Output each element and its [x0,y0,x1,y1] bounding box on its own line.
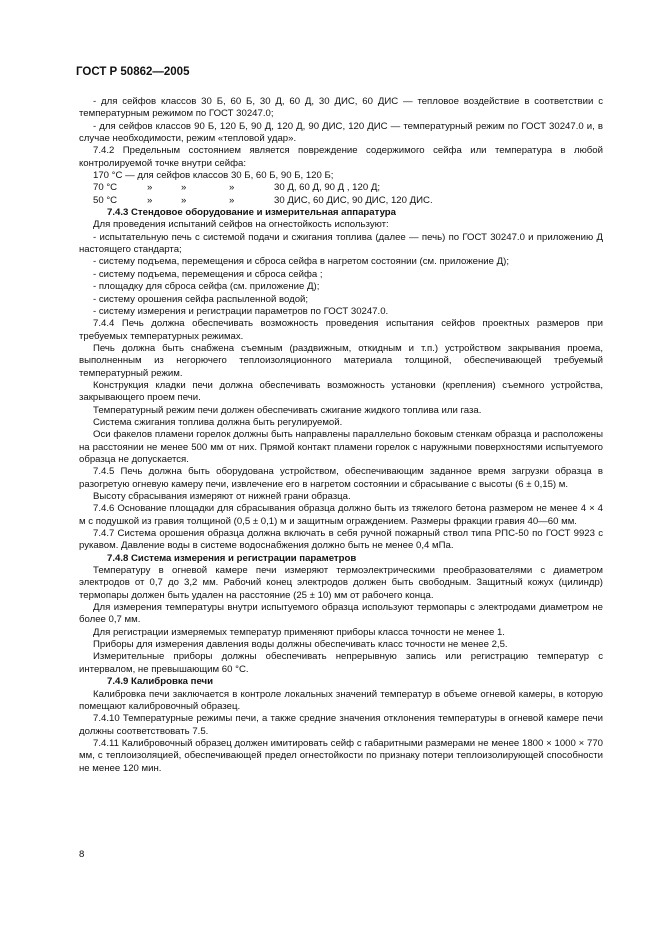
temperature-cell: 70 °С [93,182,118,194]
document-body [79,96,603,775]
ditto-mark: » [181,182,187,194]
temperature-row [79,195,603,207]
list-item: - площадку для сброса сейфа (см. приложение Д); [93,281,320,293]
paragraph: - для сейфов классов 90 Б, 120 Б, 90 Д, 120 Д, 90 ДИС, 120 ДИС — температурный режим по ГОСТ 30247.0 и, в случае необходимости, режим «тепловой удар». [79,120,603,145]
page-number: 8 [79,849,85,860]
paragraph: Калибровка печи заключается в контроле локальных значений температур в объеме огневой камеры, в которую помещают калибровочный образец. [79,688,603,712]
ditto-mark: » [147,182,153,194]
paragraph: Печь должна быть снабжена съемным (раздвижным, откидным и т.п.) устройством закрывания проема, выполненным из негорючего теплоизоляционного материала толщиной, обеспечивающей требуемый температурный режим. [79,342,603,379]
paragraph: 7.4.2 Предельным состоянием является повреждение содержимого сейфа или температура в любой контролируемой точке внутри сейфа: [79,145,603,169]
paragraph: Приборы для измерения давления воды должны обеспечивать класс точности не менее 2,5. [93,639,508,651]
temperature-row [79,182,603,194]
section-heading: 7.4.3 Стендовое оборудование и измерительная аппаратура [107,207,396,219]
paragraph: Температуру в огневой камере печи измеряют термоэлектрическими преобразователями с диаметром электродов от 0,7 до 3,2 мм. Рабочий конец электродов должен быть свободным. Защитный кожух (цилиндр) термопары должен быть удален на расстояние (25 ± 10) мм от рабочего конца. [79,565,603,601]
ditto-mark: » [229,182,235,194]
temperature-table [79,182,603,207]
list-item: - систему орошения сейфа распыленной водой; [93,293,309,305]
paragraph: - для сейфов классов 30 Б, 60 Б, 30 Д, 60 Д, 30 ДИС, 60 ДИС — тепловое воздействие в соответствии с температурным режимом по ГОСТ 30247.0; [79,96,603,120]
safe-classes-cell: 30 ДИС, 60 ДИС, 90 ДИС, 120 ДИС. [274,194,433,206]
paragraph: Высоту сбрасывания измеряют от нижней грани образца. [93,491,351,502]
paragraph: 170 °С — для сейфов классов 30 Б, 60 Б, 90 Б, 120 Б; [93,170,334,182]
paragraph: 7.4.11 Калибровочный образец должен имитировать сейф с габаритными размерами не менее 1800 × 1000 × 770 мм, с теплоизоляцией, обеспечивающей предел огнестойкости по признаку потери теплоизолирующей способности не менее 120 мин. [79,737,603,774]
paragraph: 7.4.10 Температурные режимы печи, а также средние значения отклонения температуры в огневой камере печи должны соответствовать 7.5. [79,713,603,737]
paragraph: Для измерения температуры внутри испытуемого образца используют термопары с электродами диаметром не более 0,7 мм. [79,602,603,626]
page-header-doc-id: ГОСТ Р 50862—2005 [76,66,190,78]
paragraph: Конструкция кладки печи должна обеспечивать возможность установки (крепления) съемного устройства, закрывающего проем печи. [79,379,603,404]
list-item: - испытательную печь с системой подачи и сжигания топлива (далее — печь) по ГОСТ 30247.0 и приложению Д настоящего стандарта; [79,231,603,256]
section-heading: 7.4.8 Система измерения и регистрации параметров [107,552,357,564]
section-heading: 7.4.9 Калибровка печи [107,676,214,688]
paragraph: Для регистрации измеряемых температур применяют приборы класса точности не менее 1. [93,626,505,638]
ditto-mark: » [229,194,235,206]
list-item: - систему подъема, перемещения и сброса сейфа в нагретом состоянии (см. приложение Д); [93,256,510,268]
paragraph: Измерительные приборы должны обеспечивать непрерывную запись или регистрацию температур с интервалом, не превышающим 60 °С. [79,651,603,675]
paragraph: 7.4.5 Печь должна быть оборудована устройством, обеспечивающим заданное время загрузки образца в разогретую огневую камеру печи, извлечение его в нагретом состоянии и сбрасывание с высоты (6 ± 0,15) м. [79,466,603,490]
safe-classes-cell: 30 Д, 60 Д, 90 Д , 120 Д; [274,182,380,194]
list-item: - систему подъема, перемещения и сброса сейфа ; [93,268,323,280]
paragraph: Система сжигания топлива должна быть регулируемой. [93,416,343,428]
paragraph: Оси факелов пламени горелок должны быть направлены параллельно боковым стенкам образца и расположены на расстоянии не менее 500 мм от них. Прямой контакт пламени горелок с наружными поверхностями испытуемого образца не допускается. [79,429,603,465]
paragraph: 7.4.4 Печь должна обеспечивать возможность проведения испытания сейфов проектных размеров при требуемых температурных режимах. [79,318,603,342]
paragraph: 7.4.7 Система орошения образца должна включать в себя ручной пожарный ствол типа РПС-50 по ГОСТ 9923 с рукавом. Давление воды в системе водоснабжения должно быть не менее 0,4 мПа. [79,528,603,552]
paragraph: 7.4.6 Основание площадки для сбрасывания образца должно быть из тяжелого бетона размером не менее 4 × 4 м с подушкой из гравия толщиной (0,5 ± 0,1) м и защитным ограждением. Размеры фракции гравия 40—60 мм. [79,503,603,527]
temperature-cell: 50 °С [93,194,118,206]
list-item: - систему измерения и регистрации параметров по ГОСТ 30247.0. [93,305,389,317]
ditto-mark: » [181,194,187,206]
ditto-mark: » [147,194,153,206]
paragraph: Для проведения испытаний сейфов на огнестойкость используют: [93,219,389,231]
paragraph: Температурный режим печи должен обеспечивать сжигание жидкого топлива или газа. [93,404,482,416]
